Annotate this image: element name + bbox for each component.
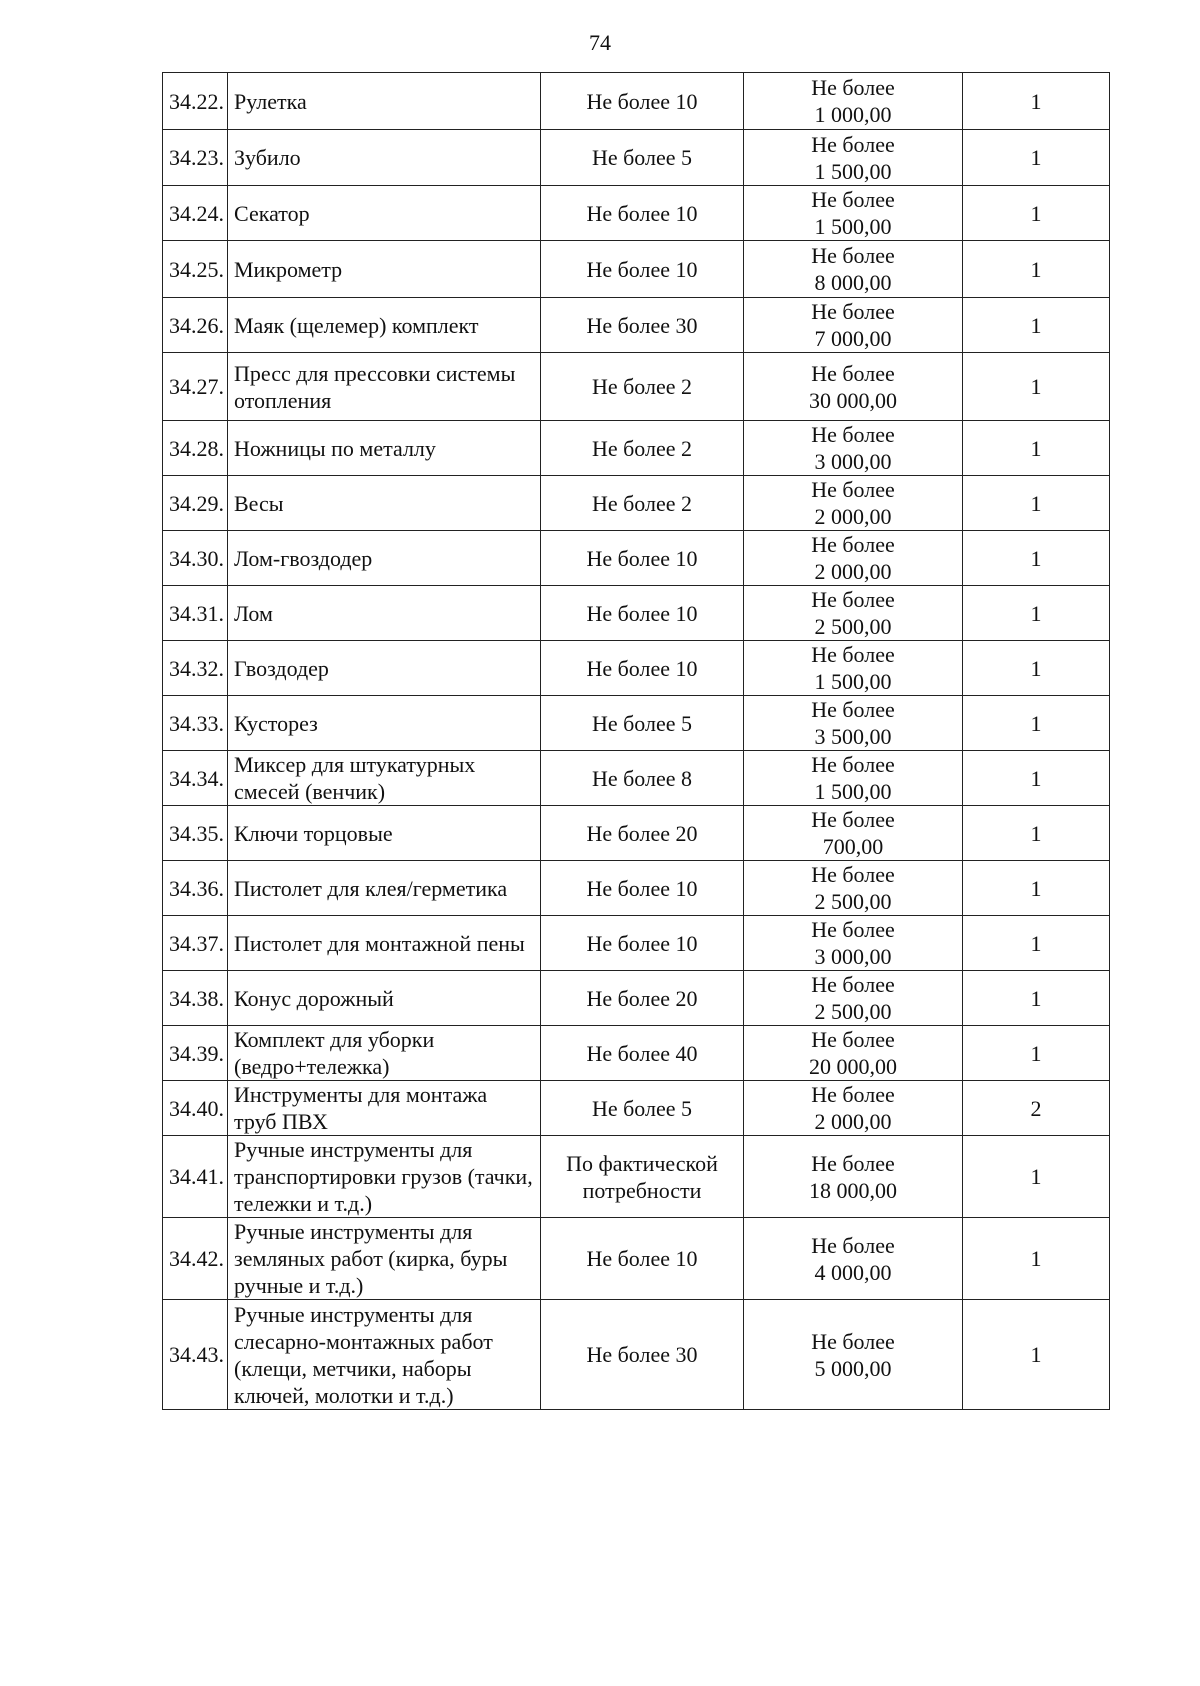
price-value: 3 000,00 (814, 449, 892, 474)
item-quantity: Не более 10 (541, 531, 744, 586)
item-name: Весы (228, 476, 541, 531)
row-number: 34.28. (163, 421, 228, 476)
row-number: 34.38. (163, 971, 228, 1026)
row-number: 34.33. (163, 696, 228, 751)
price-value: 2 000,00 (814, 504, 892, 529)
item-name: Инструменты для монтажа труб ПВХ (228, 1081, 541, 1136)
price-value: 1 000,00 (814, 102, 892, 127)
item-price (744, 916, 963, 971)
table-row (163, 241, 1110, 298)
item-quantity: Не более 5 (541, 696, 744, 751)
item-quantity: Не более 2 (541, 421, 744, 476)
item-name: Зубило (228, 130, 541, 186)
price-prefix: Не более (811, 422, 895, 447)
item-price (744, 476, 963, 531)
item-quantity: Не более 2 (541, 353, 744, 421)
table-row (163, 861, 1110, 916)
price-prefix: Не более (811, 1082, 895, 1107)
item-name: Пистолет для клея/герметика (228, 861, 541, 916)
item-quantity: Не более 30 (541, 298, 744, 353)
table-row (163, 353, 1110, 421)
equipment-table (162, 72, 1110, 1410)
table-row (163, 586, 1110, 641)
page-number: 74 (589, 30, 611, 55)
price-prefix: Не более (811, 532, 895, 557)
price-value: 1 500,00 (814, 214, 892, 239)
price-value: 700,00 (822, 834, 884, 859)
price-prefix: Не более (811, 243, 895, 268)
item-price (744, 861, 963, 916)
item-period: 1 (963, 861, 1110, 916)
item-price (744, 696, 963, 751)
row-number: 34.42. (163, 1218, 228, 1300)
table-row (163, 476, 1110, 531)
item-period: 1 (963, 73, 1110, 130)
item-quantity: Не более 10 (541, 916, 744, 971)
price-value: 1 500,00 (814, 158, 892, 184)
price-value: 2 500,00 (814, 889, 892, 914)
item-quantity: Не более 10 (541, 73, 744, 130)
price-prefix: Не более (811, 1328, 895, 1354)
item-quantity: Не более 5 (541, 130, 744, 186)
item-price (744, 241, 963, 298)
item-quantity: Не более 30 (541, 1300, 744, 1410)
price-prefix: Не более (811, 299, 895, 324)
price-prefix: Не более (811, 752, 895, 777)
item-period: 1 (963, 1300, 1110, 1410)
item-period: 1 (963, 1026, 1110, 1081)
table-row (163, 531, 1110, 586)
item-price (744, 130, 963, 186)
table-row (163, 298, 1110, 353)
row-number: 34.30. (163, 531, 228, 586)
item-period: 1 (963, 751, 1110, 806)
item-price (744, 186, 963, 241)
row-number: 34.26. (163, 298, 228, 353)
table-body (163, 73, 1110, 1410)
item-quantity: Не более 20 (541, 971, 744, 1026)
row-number: 34.25. (163, 241, 228, 298)
price-value: 8 000,00 (814, 270, 892, 295)
item-name: Ручные инструменты для слесарно-монтажных работ (клещи, метчики, наборы ключей, молотки и т.д.) (228, 1300, 541, 1410)
item-period: 1 (963, 531, 1110, 586)
item-price (744, 641, 963, 696)
price-value: 2 500,00 (814, 614, 892, 639)
item-period: 1 (963, 186, 1110, 241)
price-value: 2 000,00 (814, 559, 892, 584)
table-row (163, 1136, 1110, 1218)
price-prefix: Не более (811, 1027, 895, 1052)
item-price (744, 1026, 963, 1081)
item-period: 1 (963, 1218, 1110, 1300)
item-price (744, 298, 963, 353)
item-name: Микрометр (228, 241, 541, 298)
item-name: Ручные инструменты для транспортировки грузов (тачки, тележки и т.д.) (228, 1136, 541, 1218)
table-row (163, 73, 1110, 130)
item-quantity: Не более 10 (541, 241, 744, 298)
item-price (744, 1218, 963, 1300)
item-quantity: Не более 20 (541, 806, 744, 861)
item-quantity: Не более 40 (541, 1026, 744, 1081)
table-row (163, 1218, 1110, 1300)
row-number: 34.40. (163, 1081, 228, 1136)
price-value: 2 000,00 (814, 1109, 892, 1134)
price-prefix: Не более (811, 1232, 895, 1258)
item-price (744, 531, 963, 586)
item-name: Пистолет для монтажной пены (228, 916, 541, 971)
item-period: 1 (963, 586, 1110, 641)
price-value: 3 500,00 (814, 724, 892, 749)
price-prefix: Не более (811, 187, 895, 212)
item-name: Комплект для уборки (ведро+тележка) (228, 1026, 541, 1081)
item-quantity: Не более 2 (541, 476, 744, 531)
item-period: 1 (963, 696, 1110, 751)
table-row (163, 696, 1110, 751)
row-number: 34.29. (163, 476, 228, 531)
row-number: 34.43. (163, 1300, 228, 1410)
price-value: 1 500,00 (814, 779, 892, 804)
item-quantity: Не более 10 (541, 586, 744, 641)
row-number: 34.36. (163, 861, 228, 916)
row-number: 34.27. (163, 353, 228, 421)
row-number: 34.35. (163, 806, 228, 861)
table-row (163, 641, 1110, 696)
row-number: 34.22. (163, 73, 228, 130)
table-row (163, 916, 1110, 971)
price-prefix: Не более (811, 1150, 895, 1176)
price-prefix: Не более (811, 807, 895, 832)
item-quantity: Не более 10 (541, 861, 744, 916)
row-number: 34.37. (163, 916, 228, 971)
item-name: Ножницы по металлу (228, 421, 541, 476)
item-name: Лом (228, 586, 541, 641)
item-period: 1 (963, 241, 1110, 298)
price-prefix: Не более (811, 131, 895, 157)
item-price (744, 971, 963, 1026)
item-period: 1 (963, 916, 1110, 971)
price-value: 1 500,00 (814, 669, 892, 694)
table-row (163, 1300, 1110, 1410)
item-name: Ключи торцовые (228, 806, 541, 861)
price-prefix: Не более (811, 642, 895, 667)
price-value: 2 500,00 (814, 999, 892, 1024)
item-period: 1 (963, 806, 1110, 861)
row-number: 34.41. (163, 1136, 228, 1218)
row-number: 34.23. (163, 130, 228, 186)
price-prefix: Не более (811, 697, 895, 722)
item-name: Секатор (228, 186, 541, 241)
table-row (163, 130, 1110, 186)
item-price (744, 586, 963, 641)
item-quantity: Не более 10 (541, 641, 744, 696)
item-name: Кусторез (228, 696, 541, 751)
item-price (744, 751, 963, 806)
item-price (744, 806, 963, 861)
price-prefix: Не более (811, 75, 895, 100)
price-value: 7 000,00 (814, 326, 892, 351)
price-prefix: Не более (811, 360, 895, 386)
row-number: 34.32. (163, 641, 228, 696)
price-prefix: Не более (811, 972, 895, 997)
table-row (163, 751, 1110, 806)
price-prefix: Не более (811, 917, 895, 942)
item-name: Гвоздодер (228, 641, 541, 696)
item-name: Ручные инструменты для земляных работ (кирка, буры ручные и т.д.) (228, 1218, 541, 1300)
item-period: 2 (963, 1081, 1110, 1136)
price-value: 20 000,00 (809, 1054, 897, 1079)
table-row (163, 421, 1110, 476)
table-row (163, 971, 1110, 1026)
price-value: 5 000,00 (814, 1355, 892, 1381)
price-value: 18 000,00 (809, 1177, 897, 1203)
item-quantity: Не более 5 (541, 1081, 744, 1136)
item-period: 1 (963, 971, 1110, 1026)
item-period: 1 (963, 298, 1110, 353)
price-value: 4 000,00 (814, 1259, 892, 1285)
price-value: 30 000,00 (809, 387, 897, 413)
row-number: 34.39. (163, 1026, 228, 1081)
item-price (744, 73, 963, 130)
item-name: Маяк (щелемер) комплект (228, 298, 541, 353)
price-prefix: Не более (811, 477, 895, 502)
table-row (163, 806, 1110, 861)
item-price (744, 1081, 963, 1136)
item-period: 1 (963, 421, 1110, 476)
table-row (163, 1026, 1110, 1081)
price-prefix: Не более (811, 862, 895, 887)
item-period: 1 (963, 476, 1110, 531)
row-number: 34.34. (163, 751, 228, 806)
table-row (163, 1081, 1110, 1136)
item-name: Конус дорожный (228, 971, 541, 1026)
item-quantity: Не более 10 (541, 186, 744, 241)
item-price (744, 1136, 963, 1218)
row-number: 34.24. (163, 186, 228, 241)
row-number: 34.31. (163, 586, 228, 641)
item-name: Лом-гвоздодер (228, 531, 541, 586)
item-price (744, 1300, 963, 1410)
price-value: 3 000,00 (814, 944, 892, 969)
item-period: 1 (963, 353, 1110, 421)
item-name: Миксер для штукатурных смесей (венчик) (228, 751, 541, 806)
item-period: 1 (963, 130, 1110, 186)
table-row (163, 186, 1110, 241)
item-name: Пресс для прессовки системы отопления (228, 353, 541, 421)
item-name: Рулетка (228, 73, 541, 130)
item-price (744, 353, 963, 421)
item-quantity: По фактической потребности (541, 1136, 744, 1218)
item-quantity: Не более 8 (541, 751, 744, 806)
price-prefix: Не более (811, 587, 895, 612)
item-period: 1 (963, 641, 1110, 696)
item-quantity: Не более 10 (541, 1218, 744, 1300)
item-price (744, 421, 963, 476)
item-period: 1 (963, 1136, 1110, 1218)
